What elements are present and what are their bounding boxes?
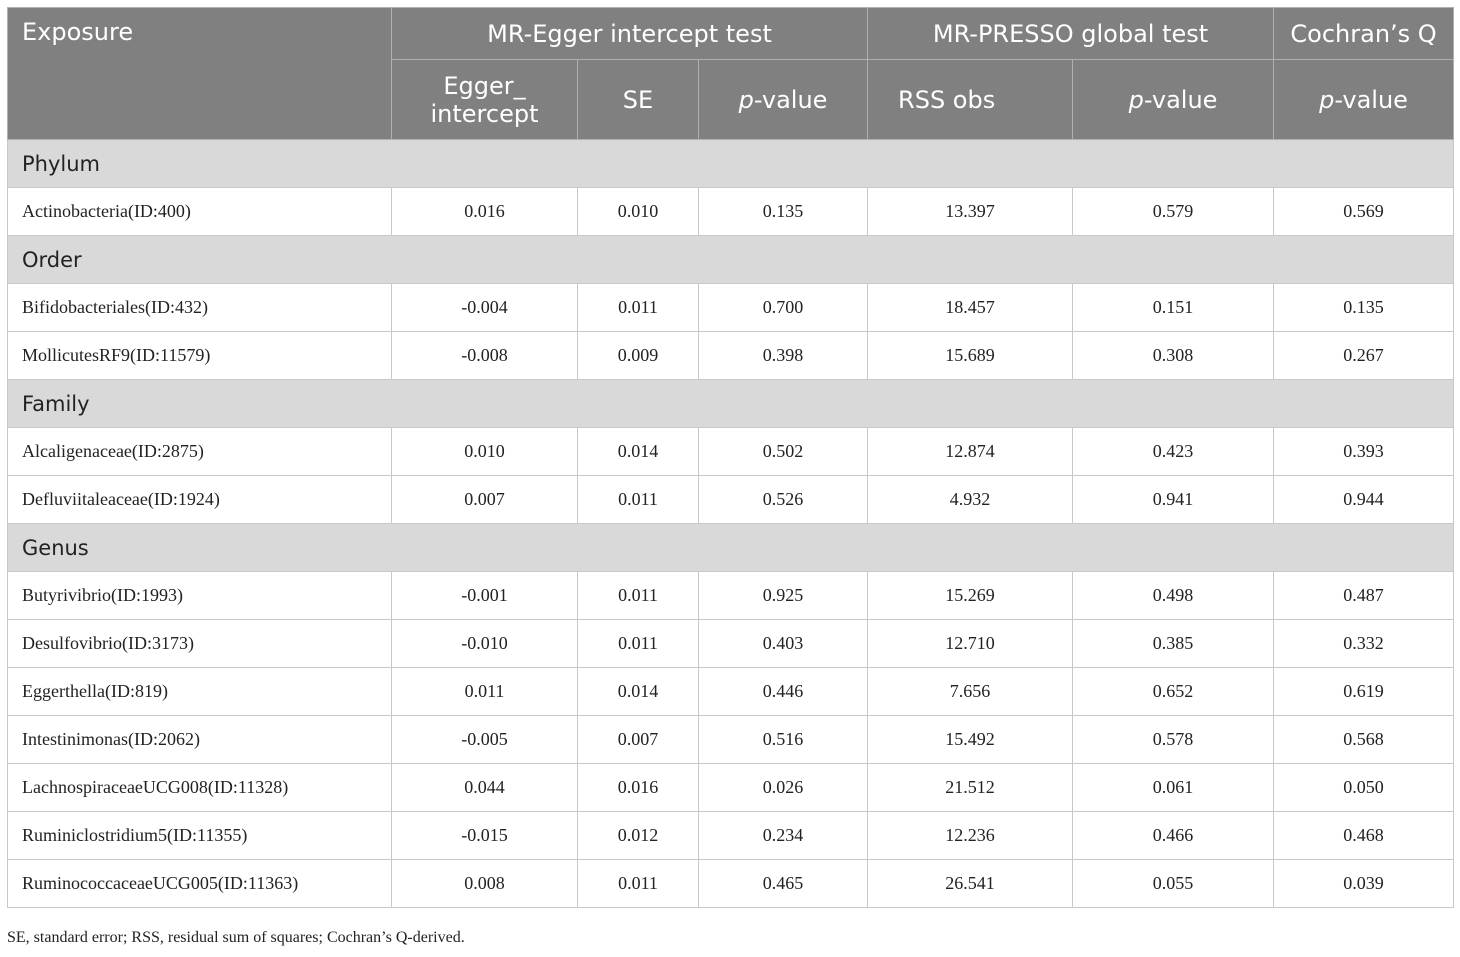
section-label: Family xyxy=(8,380,1454,428)
egger-p-value-cell: 0.234 xyxy=(699,812,868,860)
egger-intercept-cell: -0.008 xyxy=(392,332,578,380)
exposure-name-cell: Desulfovibrio(ID:3173) xyxy=(8,620,392,668)
presso-p-value-cell: 0.466 xyxy=(1073,812,1274,860)
egger-intercept-cell: -0.005 xyxy=(392,716,578,764)
exposure-name-cell: Intestinimonas(ID:2062) xyxy=(8,716,392,764)
table-header xyxy=(8,8,1454,140)
egger-p-value-cell: 0.526 xyxy=(699,476,868,524)
egger-intercept-cell: -0.015 xyxy=(392,812,578,860)
se-cell: 0.010 xyxy=(578,188,699,236)
section-label: Phylum xyxy=(8,140,1454,188)
rss-obs-cell: 7.656 xyxy=(868,668,1073,716)
p-letter: p xyxy=(1319,85,1335,114)
table-row xyxy=(8,812,1454,860)
se-cell: 0.016 xyxy=(578,764,699,812)
egger-intercept-cell: -0.004 xyxy=(392,284,578,332)
egger-p-value-cell: 0.502 xyxy=(699,428,868,476)
presso-p-value-cell: 0.308 xyxy=(1073,332,1274,380)
se-cell: 0.007 xyxy=(578,716,699,764)
exposure-name-cell: Defluviitaleaceae(ID:1924) xyxy=(8,476,392,524)
cochran-p-value-header xyxy=(1274,60,1454,140)
egger-p-value-cell: 0.135 xyxy=(699,188,868,236)
table-row xyxy=(8,716,1454,764)
cochran-group-header: Cochran’s Q xyxy=(1274,8,1454,60)
table-row xyxy=(8,572,1454,620)
exposure-name-cell: Eggerthella(ID:819) xyxy=(8,668,392,716)
cochran-p-value-cell: 0.039 xyxy=(1274,860,1454,908)
egger-p-value-cell: 0.398 xyxy=(699,332,868,380)
table-row xyxy=(8,188,1454,236)
section-row xyxy=(8,236,1454,284)
egger-intercept-cell: -0.001 xyxy=(392,572,578,620)
presso-p-value-cell: 0.423 xyxy=(1073,428,1274,476)
presso-p-value-cell: 0.652 xyxy=(1073,668,1274,716)
exposure-name-cell: RuminococcaceaeUCG005(ID:11363) xyxy=(8,860,392,908)
cochran-p-value-cell: 0.619 xyxy=(1274,668,1454,716)
section-row xyxy=(8,140,1454,188)
table-row xyxy=(8,284,1454,332)
exposure-name-cell: Bifidobacteriales(ID:432) xyxy=(8,284,392,332)
results-table-container xyxy=(7,7,1453,908)
table-footnote: SE, standard error; RSS, residual sum of squares; Cochran’s Q-derived. xyxy=(7,929,465,946)
table-row xyxy=(8,332,1454,380)
se-cell: 0.014 xyxy=(578,428,699,476)
cochran-p-value-cell: 0.568 xyxy=(1274,716,1454,764)
egger-intercept-header xyxy=(392,60,578,140)
cochran-p-value-cell: 0.487 xyxy=(1274,572,1454,620)
egger-intercept-cell: 0.008 xyxy=(392,860,578,908)
section-row xyxy=(8,524,1454,572)
section-row xyxy=(8,380,1454,428)
rss-obs-cell: 12.874 xyxy=(868,428,1073,476)
p-letter: p xyxy=(1128,85,1144,114)
presso-p-value-cell: 0.055 xyxy=(1073,860,1274,908)
se-cell: 0.011 xyxy=(578,620,699,668)
p-suffix: -value xyxy=(753,85,828,114)
presso-p-value-cell: 0.579 xyxy=(1073,188,1274,236)
cochran-p-value-cell: 0.267 xyxy=(1274,332,1454,380)
cochran-p-value-cell: 0.393 xyxy=(1274,428,1454,476)
egger-p-value-cell: 0.516 xyxy=(699,716,868,764)
cochran-p-value-cell: 0.135 xyxy=(1274,284,1454,332)
table-row xyxy=(8,860,1454,908)
egger-p-value-cell: 0.446 xyxy=(699,668,868,716)
se-header: SE xyxy=(578,60,699,140)
p-letter: p xyxy=(738,85,754,114)
egger-intercept-line2: intercept xyxy=(430,99,539,128)
se-cell: 0.011 xyxy=(578,284,699,332)
egger-intercept-cell: 0.044 xyxy=(392,764,578,812)
rss-obs-cell: 4.932 xyxy=(868,476,1073,524)
egger-p-value-cell: 0.403 xyxy=(699,620,868,668)
presso-p-value-cell: 0.061 xyxy=(1073,764,1274,812)
se-cell: 0.011 xyxy=(578,572,699,620)
rss-obs-cell: 21.512 xyxy=(868,764,1073,812)
exposure-name-cell: Actinobacteria(ID:400) xyxy=(8,188,392,236)
egger-p-value-cell: 0.700 xyxy=(699,284,868,332)
presso-p-value-cell: 0.941 xyxy=(1073,476,1274,524)
egger-p-value-cell: 0.465 xyxy=(699,860,868,908)
presso-p-value-cell: 0.151 xyxy=(1073,284,1274,332)
rss-obs-header: RSS obs xyxy=(868,60,1073,140)
table-row xyxy=(8,476,1454,524)
rss-obs-cell: 12.236 xyxy=(868,812,1073,860)
rss-obs-cell: 12.710 xyxy=(868,620,1073,668)
exposure-column-header: Exposure xyxy=(8,8,392,140)
egger-intercept-cell: 0.016 xyxy=(392,188,578,236)
section-label: Order xyxy=(8,236,1454,284)
cochran-p-value-cell: 0.332 xyxy=(1274,620,1454,668)
exposure-name-cell: Butyrivibrio(ID:1993) xyxy=(8,572,392,620)
rss-obs-cell: 13.397 xyxy=(868,188,1073,236)
egger-p-value-cell: 0.026 xyxy=(699,764,868,812)
p-suffix: -value xyxy=(1334,85,1408,114)
cochran-p-value-cell: 0.569 xyxy=(1274,188,1454,236)
se-cell: 0.014 xyxy=(578,668,699,716)
section-label: Genus xyxy=(8,524,1454,572)
egger-intercept-line1: Egger_ xyxy=(443,71,526,100)
se-cell: 0.012 xyxy=(578,812,699,860)
presso-p-value-cell: 0.498 xyxy=(1073,572,1274,620)
table-row xyxy=(8,764,1454,812)
rss-obs-cell: 15.269 xyxy=(868,572,1073,620)
rss-obs-cell: 18.457 xyxy=(868,284,1073,332)
table-row xyxy=(8,428,1454,476)
egger-intercept-cell: -0.010 xyxy=(392,620,578,668)
cochran-p-value-cell: 0.050 xyxy=(1274,764,1454,812)
presso-p-value-header xyxy=(1073,60,1274,140)
exposure-name-cell: MollicutesRF9(ID:11579) xyxy=(8,332,392,380)
exposure-name-cell: LachnospiraceaeUCG008(ID:11328) xyxy=(8,764,392,812)
rss-obs-cell: 26.541 xyxy=(868,860,1073,908)
egger-p-value-header xyxy=(699,60,868,140)
egger-intercept-cell: 0.007 xyxy=(392,476,578,524)
presso-p-value-cell: 0.578 xyxy=(1073,716,1274,764)
exposure-name-cell: Alcaligenaceae(ID:2875) xyxy=(8,428,392,476)
rss-obs-cell: 15.689 xyxy=(868,332,1073,380)
egger-p-value-cell: 0.925 xyxy=(699,572,868,620)
cochran-p-value-cell: 0.944 xyxy=(1274,476,1454,524)
se-cell: 0.011 xyxy=(578,860,699,908)
egger-group-header: MR-Egger intercept test xyxy=(392,8,868,60)
egger-intercept-cell: 0.011 xyxy=(392,668,578,716)
p-suffix: -value xyxy=(1143,85,1218,114)
table-body xyxy=(8,140,1454,908)
cochran-p-value-cell: 0.468 xyxy=(1274,812,1454,860)
rss-obs-cell: 15.492 xyxy=(868,716,1073,764)
se-cell: 0.009 xyxy=(578,332,699,380)
presso-p-value-cell: 0.385 xyxy=(1073,620,1274,668)
table-row xyxy=(8,620,1454,668)
egger-intercept-cell: 0.010 xyxy=(392,428,578,476)
sensitivity-analysis-table xyxy=(7,7,1454,908)
exposure-name-cell: Ruminiclostridium5(ID:11355) xyxy=(8,812,392,860)
table-row xyxy=(8,668,1454,716)
presso-group-header: MR-PRESSO global test xyxy=(868,8,1274,60)
se-cell: 0.011 xyxy=(578,476,699,524)
